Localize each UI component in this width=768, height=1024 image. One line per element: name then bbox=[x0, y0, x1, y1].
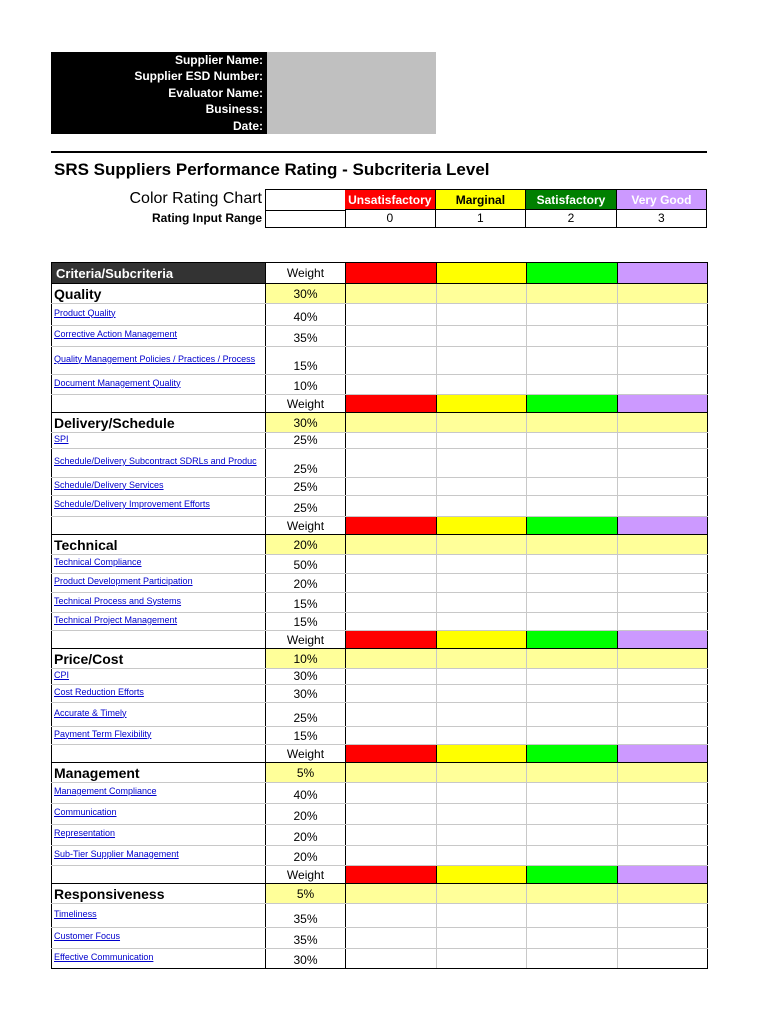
subcriteria-weight[interactable]: 40% bbox=[266, 304, 346, 326]
subcriteria-link[interactable]: Quality Management Policies / Practices / Process bbox=[54, 353, 256, 364]
category-row bbox=[52, 763, 708, 783]
subcriteria-link[interactable]: Cost Reduction Efforts bbox=[54, 686, 144, 697]
category-rating-cell[interactable] bbox=[346, 884, 437, 904]
rating-color-swatch bbox=[436, 263, 527, 284]
subcriteria-cell bbox=[52, 928, 266, 949]
rating-input-value: 2 bbox=[526, 210, 617, 228]
category-rating-cell[interactable] bbox=[436, 884, 527, 904]
rating-input-cell[interactable] bbox=[346, 928, 437, 949]
subcriteria-link[interactable]: Schedule/Delivery Services bbox=[54, 479, 164, 490]
subcriteria-weight[interactable]: 25% bbox=[266, 496, 346, 517]
subcriteria-weight[interactable]: 50% bbox=[266, 555, 346, 574]
subcriteria-row bbox=[52, 449, 708, 478]
subcriteria-cell bbox=[52, 904, 266, 928]
rating-color-swatch bbox=[346, 866, 437, 884]
subcriteria-weight[interactable]: 20% bbox=[266, 825, 346, 846]
category-row bbox=[52, 413, 708, 433]
rating-input-cell[interactable] bbox=[617, 478, 708, 496]
category-rating-cell[interactable] bbox=[436, 649, 527, 669]
subcriteria-weight[interactable]: 20% bbox=[266, 846, 346, 866]
subcriteria-weight[interactable]: 25% bbox=[266, 433, 346, 449]
rating-input-value: 3 bbox=[658, 211, 665, 225]
rating-input-cell[interactable] bbox=[346, 804, 437, 825]
category-rating-cell[interactable] bbox=[436, 535, 527, 555]
rating-input-cell[interactable] bbox=[436, 804, 527, 825]
rating-color-swatch bbox=[527, 745, 618, 763]
rating-input-cell[interactable] bbox=[527, 347, 618, 375]
category-row bbox=[52, 884, 708, 904]
subcriteria-weight[interactable]: 35% bbox=[266, 928, 346, 949]
legend-blank-cell bbox=[266, 190, 346, 211]
rating-input-cell[interactable] bbox=[527, 928, 618, 949]
weight-header: Weight bbox=[266, 263, 346, 284]
rating-input-cell[interactable] bbox=[346, 574, 437, 593]
rating-input-cell[interactable] bbox=[436, 825, 527, 846]
weight-separator-row bbox=[52, 395, 708, 413]
rating-color-swatch bbox=[436, 745, 527, 763]
rating-color-swatch bbox=[527, 866, 618, 884]
supplier-info-labels bbox=[51, 52, 267, 134]
rating-input-cell[interactable] bbox=[527, 304, 618, 326]
separator-blank bbox=[52, 631, 266, 649]
subcriteria-cell bbox=[52, 703, 266, 727]
subcriteria-link[interactable]: Technical Project Management bbox=[54, 614, 178, 625]
rating-input-cell[interactable] bbox=[436, 555, 527, 574]
subcriteria-cell bbox=[52, 574, 266, 593]
rating-input-cell[interactable] bbox=[527, 804, 618, 825]
rating-input-cell[interactable] bbox=[527, 703, 618, 727]
subcriteria-weight[interactable]: 35% bbox=[266, 904, 346, 928]
rating-color-swatch bbox=[346, 745, 437, 763]
rating-color-swatch bbox=[346, 631, 437, 649]
subcriteria-row bbox=[52, 804, 708, 825]
subcriteria-link[interactable]: Accurate & Timely bbox=[54, 707, 127, 718]
subcriteria-link[interactable]: Schedule/Delivery Subcontract SDRLs and Produc bbox=[54, 456, 257, 466]
subcriteria-row bbox=[52, 375, 708, 395]
subcriteria-row bbox=[52, 783, 708, 804]
subcriteria-link[interactable]: SPI bbox=[54, 433, 69, 444]
separator-blank bbox=[52, 866, 266, 884]
subcriteria-row bbox=[52, 496, 708, 517]
rating-input-cell[interactable] bbox=[617, 685, 708, 703]
color-rating-chart-label: Color Rating Chart bbox=[129, 190, 262, 207]
subcriteria-cell bbox=[52, 433, 266, 449]
subcriteria-link[interactable]: Product Quality bbox=[54, 307, 116, 318]
category-weight[interactable]: 20% bbox=[266, 535, 346, 555]
category-rating-cell[interactable] bbox=[346, 413, 437, 433]
rating-color-swatch bbox=[617, 631, 708, 649]
subcriteria-row bbox=[52, 613, 708, 631]
rating-input-cell[interactable] bbox=[346, 326, 437, 347]
subcriteria-weight[interactable]: 25% bbox=[266, 703, 346, 727]
rating-input-cell[interactable] bbox=[436, 904, 527, 928]
rating-input-cell[interactable] bbox=[617, 574, 708, 593]
rating-input-cell[interactable] bbox=[527, 846, 618, 866]
rating-color-swatch bbox=[617, 745, 708, 763]
subcriteria-cell bbox=[52, 669, 266, 685]
weight-header: Weight bbox=[266, 745, 346, 763]
rating-color-swatch bbox=[436, 866, 527, 884]
category-name: Quality bbox=[52, 284, 266, 304]
rating-input-cell[interactable] bbox=[617, 904, 708, 928]
subcriteria-link[interactable]: Customer Focus bbox=[54, 931, 121, 941]
rating-input-cell[interactable] bbox=[527, 669, 618, 685]
rating-input-cell[interactable] bbox=[617, 949, 708, 969]
subcriteria-row bbox=[52, 949, 708, 969]
rating-input-cell[interactable] bbox=[527, 375, 618, 395]
subcriteria-cell bbox=[52, 685, 266, 703]
subcriteria-cell bbox=[52, 949, 266, 969]
category-rating-cell[interactable] bbox=[527, 884, 618, 904]
subcriteria-row bbox=[52, 326, 708, 347]
subcriteria-cell bbox=[52, 593, 266, 613]
subcriteria-row bbox=[52, 574, 708, 593]
rating-input-cell[interactable] bbox=[436, 685, 527, 703]
category-row bbox=[52, 535, 708, 555]
rating-input-cell[interactable] bbox=[527, 449, 618, 478]
weight-separator-row bbox=[52, 866, 708, 884]
rating-color-swatch bbox=[617, 263, 708, 284]
rating-input-cell[interactable] bbox=[436, 703, 527, 727]
subcriteria-weight[interactable]: 15% bbox=[266, 593, 346, 613]
rating-input-cell[interactable] bbox=[617, 347, 708, 375]
subcriteria-row bbox=[52, 593, 708, 613]
category-rating-cell[interactable] bbox=[617, 284, 708, 304]
rating-color-swatch bbox=[346, 263, 437, 284]
subcriteria-cell bbox=[52, 825, 266, 846]
subcriteria-link[interactable]: Technical Process and Systems bbox=[54, 595, 182, 606]
category-rating-cell[interactable] bbox=[527, 763, 618, 783]
rating-input-cell[interactable] bbox=[346, 496, 437, 517]
subcriteria-weight[interactable]: 25% bbox=[266, 478, 346, 496]
rating-input-cell[interactable] bbox=[527, 496, 618, 517]
subcriteria-weight[interactable]: 20% bbox=[266, 804, 346, 825]
category-rating-cell[interactable] bbox=[346, 763, 437, 783]
weight-header: Weight bbox=[266, 866, 346, 884]
category-rating-cell[interactable] bbox=[346, 284, 437, 304]
rating-color-swatch bbox=[617, 517, 708, 535]
rating-color-swatch bbox=[436, 631, 527, 649]
subcriteria-row bbox=[52, 478, 708, 496]
category-rating-cell[interactable] bbox=[436, 763, 527, 783]
rating-input-cell[interactable] bbox=[346, 904, 437, 928]
rating-input-cell[interactable] bbox=[436, 433, 527, 449]
rating-input-cell[interactable] bbox=[346, 375, 437, 395]
rating-input-cell[interactable] bbox=[346, 825, 437, 846]
rating-input-cell[interactable] bbox=[527, 593, 618, 613]
legend-blank-cell bbox=[266, 210, 346, 228]
rating-input-value: 0 bbox=[345, 210, 436, 228]
rating-input-cell[interactable] bbox=[617, 449, 708, 478]
rating-input-cell[interactable] bbox=[527, 613, 618, 631]
rating-input-cell[interactable] bbox=[346, 347, 437, 375]
rating-input-cell[interactable] bbox=[436, 478, 527, 496]
subcriteria-weight[interactable]: 30% bbox=[266, 949, 346, 969]
subcriteria-row bbox=[52, 904, 708, 928]
rating-input-cell[interactable] bbox=[617, 555, 708, 574]
rating-input-cell[interactable] bbox=[527, 949, 618, 969]
subcriteria-cell bbox=[52, 304, 266, 326]
subcriteria-weight[interactable]: 15% bbox=[266, 613, 346, 631]
evaluator-name-label: Evaluator Name: bbox=[168, 85, 263, 100]
subcriteria-link[interactable]: Product Development Participation bbox=[54, 576, 193, 586]
rating-input-cell[interactable] bbox=[436, 326, 527, 347]
rating-input-cell[interactable] bbox=[346, 478, 437, 496]
subcriteria-weight[interactable]: 15% bbox=[266, 727, 346, 745]
rating-input-cell[interactable] bbox=[617, 928, 708, 949]
subcriteria-weight[interactable]: 30% bbox=[266, 685, 346, 703]
subcriteria-cell bbox=[52, 347, 266, 375]
rating-input-cell[interactable] bbox=[436, 783, 527, 804]
separator-blank bbox=[52, 395, 266, 413]
subcriteria-link[interactable]: Management Compliance bbox=[54, 786, 157, 796]
rating-input-cell[interactable] bbox=[436, 593, 527, 613]
rating-input-cell[interactable] bbox=[617, 593, 708, 613]
weight-header: Weight bbox=[266, 395, 346, 413]
subcriteria-link[interactable]: Payment Term Flexibility bbox=[54, 728, 152, 739]
rating-input-range-label: Rating Input Range bbox=[152, 211, 262, 225]
category-rating-cell[interactable] bbox=[527, 649, 618, 669]
category-weight[interactable]: 30% bbox=[266, 284, 346, 304]
category-rating-cell[interactable] bbox=[617, 649, 708, 669]
business-label: Business: bbox=[205, 102, 263, 117]
rating-input-cell[interactable] bbox=[527, 904, 618, 928]
subcriteria-row bbox=[52, 304, 708, 326]
rating-color-swatch bbox=[527, 517, 618, 535]
subcriteria-weight[interactable]: 20% bbox=[266, 574, 346, 593]
rating-input-cell[interactable] bbox=[436, 846, 527, 866]
subcriteria-weight[interactable]: 30% bbox=[266, 669, 346, 685]
rating-input-cell[interactable] bbox=[617, 496, 708, 517]
rating-input-cell[interactable] bbox=[436, 496, 527, 517]
title-divider bbox=[51, 151, 707, 153]
rating-input-cell[interactable] bbox=[346, 593, 437, 613]
rating-input-cell[interactable] bbox=[617, 326, 708, 347]
subcriteria-cell bbox=[52, 613, 266, 631]
rating-input-cell[interactable] bbox=[346, 703, 437, 727]
subcriteria-cell bbox=[52, 846, 266, 866]
rating-input-cell[interactable] bbox=[527, 783, 618, 804]
subcriteria-row bbox=[52, 555, 708, 574]
category-rating-cell[interactable] bbox=[617, 884, 708, 904]
rating-input-cell[interactable] bbox=[346, 783, 437, 804]
rating-input-value: 1 bbox=[436, 210, 527, 228]
subcriteria-link[interactable]: Effective Communication bbox=[54, 951, 154, 962]
subcriteria-row bbox=[52, 347, 708, 375]
rating-input-cell[interactable] bbox=[617, 825, 708, 846]
weight-header: Weight bbox=[266, 517, 346, 535]
subcriteria-cell bbox=[52, 727, 266, 745]
rating-input-cell[interactable] bbox=[346, 555, 437, 574]
category-rating-cell[interactable] bbox=[436, 284, 527, 304]
subcriteria-row bbox=[52, 703, 708, 727]
supplier-info-block bbox=[51, 52, 436, 134]
rating-input-cell[interactable] bbox=[617, 783, 708, 804]
rating-input-cell[interactable] bbox=[346, 846, 437, 866]
rating-input-cell[interactable] bbox=[436, 375, 527, 395]
subcriteria-cell bbox=[52, 783, 266, 804]
rating-color-swatch bbox=[617, 866, 708, 884]
category-rating-cell[interactable] bbox=[617, 763, 708, 783]
rating-input-cell[interactable] bbox=[346, 949, 437, 969]
supplier-info-input-area[interactable] bbox=[267, 52, 436, 134]
rating-input-cell[interactable] bbox=[436, 574, 527, 593]
rating-input-cell[interactable] bbox=[527, 478, 618, 496]
subcriteria-link[interactable]: Document Management Quality bbox=[54, 377, 181, 388]
rating-input-cell[interactable] bbox=[346, 727, 437, 745]
rating-input-cell[interactable] bbox=[617, 433, 708, 449]
rating-input-cell[interactable] bbox=[617, 846, 708, 866]
subcriteria-link[interactable]: Communication bbox=[54, 807, 117, 817]
rating-color-swatch bbox=[436, 395, 527, 413]
subcriteria-row bbox=[52, 928, 708, 949]
category-rating-cell[interactable] bbox=[617, 413, 708, 433]
category-rating-cell[interactable] bbox=[527, 284, 618, 304]
rating-input-cell[interactable] bbox=[436, 347, 527, 375]
category-rating-cell[interactable] bbox=[346, 649, 437, 669]
category-name: Technical bbox=[52, 535, 266, 555]
subcriteria-cell bbox=[52, 804, 266, 825]
subcriteria-weight[interactable]: 25% bbox=[266, 449, 346, 478]
category-rating-cell[interactable] bbox=[527, 413, 618, 433]
category-rating-cell[interactable] bbox=[527, 535, 618, 555]
criteria-header-label: Criteria/Subcriteria bbox=[52, 263, 266, 284]
rating-input-cell[interactable] bbox=[436, 669, 527, 685]
category-name: Price/Cost bbox=[52, 649, 266, 669]
subcriteria-cell bbox=[52, 375, 266, 395]
weight-header: Weight bbox=[266, 631, 346, 649]
category-name: Responsiveness bbox=[52, 884, 266, 904]
category-weight[interactable]: 10% bbox=[266, 649, 346, 669]
subcriteria-cell bbox=[52, 478, 266, 496]
rating-input-cell[interactable] bbox=[527, 326, 618, 347]
rating-input-cell[interactable] bbox=[346, 433, 437, 449]
rating-legend-unsatisfactory: Unsatisfactory bbox=[345, 190, 436, 210]
subcriteria-weight[interactable]: 35% bbox=[266, 326, 346, 347]
supplier-name-label: Supplier Name: bbox=[174, 53, 263, 67]
category-row bbox=[52, 649, 708, 669]
category-name: Management bbox=[52, 763, 266, 783]
rating-input-cell[interactable] bbox=[346, 449, 437, 478]
subcriteria-link[interactable]: Sub-Tier Supplier Management bbox=[54, 848, 179, 859]
rating-color-swatch bbox=[617, 395, 708, 413]
date-label: Date: bbox=[232, 118, 263, 133]
weight-separator-row bbox=[52, 631, 708, 649]
rating-legend-satisfactory: Satisfactory bbox=[526, 190, 617, 210]
category-rating-cell[interactable] bbox=[617, 535, 708, 555]
rating-input-cell[interactable] bbox=[617, 304, 708, 326]
subcriteria-link[interactable]: CPI bbox=[54, 669, 70, 680]
subcriteria-link[interactable]: Schedule/Delivery Improvement Efforts bbox=[54, 499, 210, 509]
separator-blank bbox=[52, 745, 266, 763]
weight-separator-row bbox=[52, 517, 708, 535]
rating-input-cell[interactable] bbox=[617, 669, 708, 685]
category-row bbox=[52, 284, 708, 304]
weight-separator-row bbox=[52, 745, 708, 763]
rating-input-cell[interactable] bbox=[617, 703, 708, 727]
subcriteria-weight[interactable]: 15% bbox=[266, 347, 346, 375]
subcriteria-row bbox=[52, 669, 708, 685]
subcriteria-weight[interactable]: 40% bbox=[266, 783, 346, 804]
rating-input-cell[interactable] bbox=[346, 304, 437, 326]
subcriteria-row bbox=[52, 825, 708, 846]
category-weight[interactable]: 5% bbox=[266, 763, 346, 783]
subcriteria-row bbox=[52, 433, 708, 449]
rating-color-swatch bbox=[527, 263, 618, 284]
rating-input-cell[interactable] bbox=[617, 613, 708, 631]
supplier-esd-number-label: Supplier ESD Number: bbox=[134, 69, 263, 84]
subcriteria-link[interactable]: Technical Compliance bbox=[54, 557, 142, 567]
subcriteria-cell bbox=[52, 555, 266, 574]
rating-color-swatch bbox=[346, 517, 437, 535]
rating-input-cell[interactable] bbox=[527, 555, 618, 574]
rating-input-cell[interactable] bbox=[436, 928, 527, 949]
subcriteria-row bbox=[52, 846, 708, 866]
rating-input-cell[interactable] bbox=[346, 685, 437, 703]
rating-input-cell[interactable] bbox=[436, 304, 527, 326]
rating-input-cell[interactable] bbox=[436, 727, 527, 745]
rating-input-cell[interactable] bbox=[617, 375, 708, 395]
grid-header-row bbox=[52, 263, 708, 284]
rating-input-cell[interactable] bbox=[617, 727, 708, 745]
subcriteria-cell bbox=[52, 326, 266, 347]
criteria-grid bbox=[51, 262, 708, 969]
rating-legend-marginal: Marginal bbox=[436, 190, 527, 210]
subcriteria-link[interactable]: Representation bbox=[54, 828, 116, 838]
rating-input-cell[interactable] bbox=[527, 433, 618, 449]
rating-input-cell[interactable] bbox=[617, 804, 708, 825]
rating-input-cell[interactable] bbox=[346, 669, 437, 685]
separator-blank bbox=[52, 517, 266, 535]
rating-input-cell[interactable] bbox=[346, 613, 437, 631]
page-title: SRS Suppliers Performance Rating - Subcriteria Level bbox=[54, 160, 490, 179]
rating-input-cell[interactable] bbox=[436, 949, 527, 969]
subcriteria-weight[interactable]: 10% bbox=[266, 375, 346, 395]
subcriteria-cell bbox=[52, 496, 266, 517]
category-rating-cell[interactable] bbox=[346, 535, 437, 555]
category-rating-cell[interactable] bbox=[436, 413, 527, 433]
subcriteria-cell bbox=[52, 449, 266, 478]
rating-input-cell[interactable] bbox=[527, 685, 618, 703]
rating-color-swatch bbox=[346, 395, 437, 413]
rating-legend-very-good: Very Good bbox=[617, 190, 706, 210]
category-weight[interactable]: 5% bbox=[266, 884, 346, 904]
rating-input-cell[interactable] bbox=[527, 727, 618, 745]
rating-input-cell[interactable] bbox=[436, 613, 527, 631]
category-name: Delivery/Schedule bbox=[52, 413, 266, 433]
rating-input-cell[interactable] bbox=[527, 825, 618, 846]
subcriteria-link[interactable]: Corrective Action Management bbox=[54, 329, 178, 339]
subcriteria-row bbox=[52, 727, 708, 745]
rating-input-cell[interactable] bbox=[436, 449, 527, 478]
subcriteria-link[interactable]: Timeliness bbox=[54, 908, 97, 919]
color-rating-legend bbox=[265, 189, 707, 228]
rating-input-cell[interactable] bbox=[527, 574, 618, 593]
rating-color-swatch bbox=[527, 395, 618, 413]
rating-color-swatch bbox=[436, 517, 527, 535]
rating-color-swatch bbox=[527, 631, 618, 649]
subcriteria-row bbox=[52, 685, 708, 703]
category-weight[interactable]: 30% bbox=[266, 413, 346, 433]
